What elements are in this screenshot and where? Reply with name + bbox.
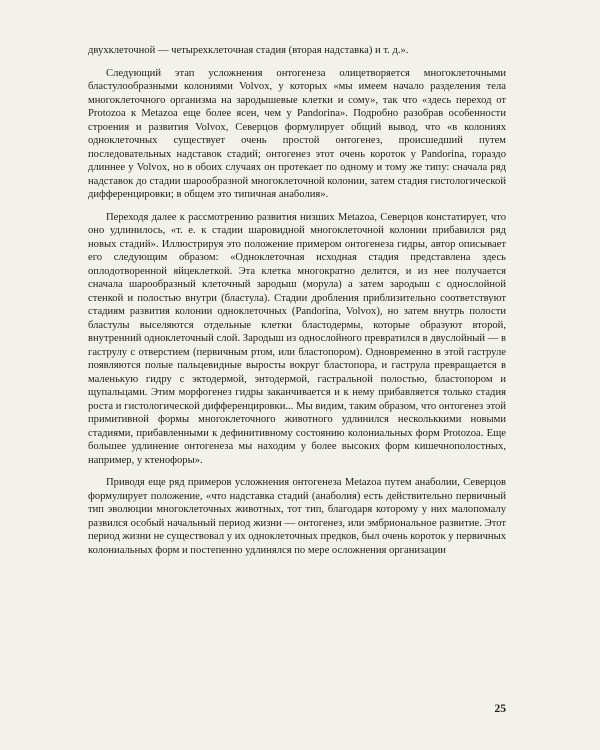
- paragraph-continuation: двухклеточной — четырехклеточная стадия (вторая надставка) и т. д.».: [88, 45, 409, 56]
- page-number: 25: [494, 702, 506, 715]
- paragraph-volvox: Следующий этап усложнения онтогенеза олицетворяется многоклеточными бластулообразными колониями Volvox, у которых «мы имеем начало разделения тела многоклеточного организма на зародышевые клетки и сому», так что «здесь переход от Protozoa к Меtazoa еще более ясен, чем у Pandorina». Подробно разобрав особенности строения и развития Volvox, Северцов формулирует общий вывод, что «в колониях одноклеточных существует очень простой онтогенез, происшедший путем последовательных надставок стадий; онтогенез этот очень короток у Pandorina, гораздо длиннее у Volvox, но в обоих случаях он протекает по одному и тому же типу: сначала ряд надставок до стадии шарообразной многоклеточной колонии, затем стадия гистологической дифференцировки; в общем это типичная анаболия».: [88, 67, 506, 200]
- paragraph-metazoa: Переходя далее к рассмотрению развития низших Metazoa, Северцов констатирует, что оно удлинилось, «т. е. к стадии шаровидной многоклеточной колонии прибавился ряд новых стадий». Иллюстрируя это положение примером онтогенеза гидры, автор описывает его следующим образом: «Одноклеточная исходная стадия представлена здесь оплодотворенной яйцеклеткой. Эта клетка многократно делится, и из нее получается сначала шарообразный клеточный зародыш (морула) а затем зародыш с однослойной стенкой и полостью внутри (бластула). Стадии дробления приблизительно соответствуют стадиям развития колонии одноклеточных (Pandorina, Volvox), но затем внутрь полости бластулы выселяются отдельные клетки бластодермы, которые образуют второй, внутренний одноклеточный слой. Зародыш из однослойного превратился в двуслойный — в гаструлу с отверстием (первичным ртом, или бластопором). Одновременно в этой гаструле появляются полые пальцевидные выросты вокруг бластопора, и гаструла превращается в маленькую гидру с эктодермой, энтодермой, гастральной полостью, бластопором и щупальцами. Этим морфогенез гидры заканчивается и к нему прибавляется только стадия роста и гистологической дифференцировки... Мы видим, таким образом, что онтогенез этой примитивной формы многоклеточного животного удлинился нескольккими новыми стадиями, прибавленными к дефинитивному состоянию колониальных форм Protozoa. Еще большее удлинение онтогенеза мы находим у более высоких форм кишечнополостных, например, у ктенофоры».: [88, 211, 506, 466]
- paragraph-anabolia: Приводя еще ряд примеров усложнения онтогенеза Metazoa путем анаболии, Северцов формулирует положение, «что надставка стадий (анаболия) есть действительно первичный тип эволюции многоклеточных животных, тот тип, благодаря которому у них малопомалу развился особый начальный период жизни — онтогенез, или эмбриональное развитие. Этот период жизни не существовал у их одноклеточных предков, был очень короток у первичных колониальных форм и постепенно удлинялся по мере осложнения организации: [88, 477, 506, 556]
- document-page: [88, 44, 506, 734]
